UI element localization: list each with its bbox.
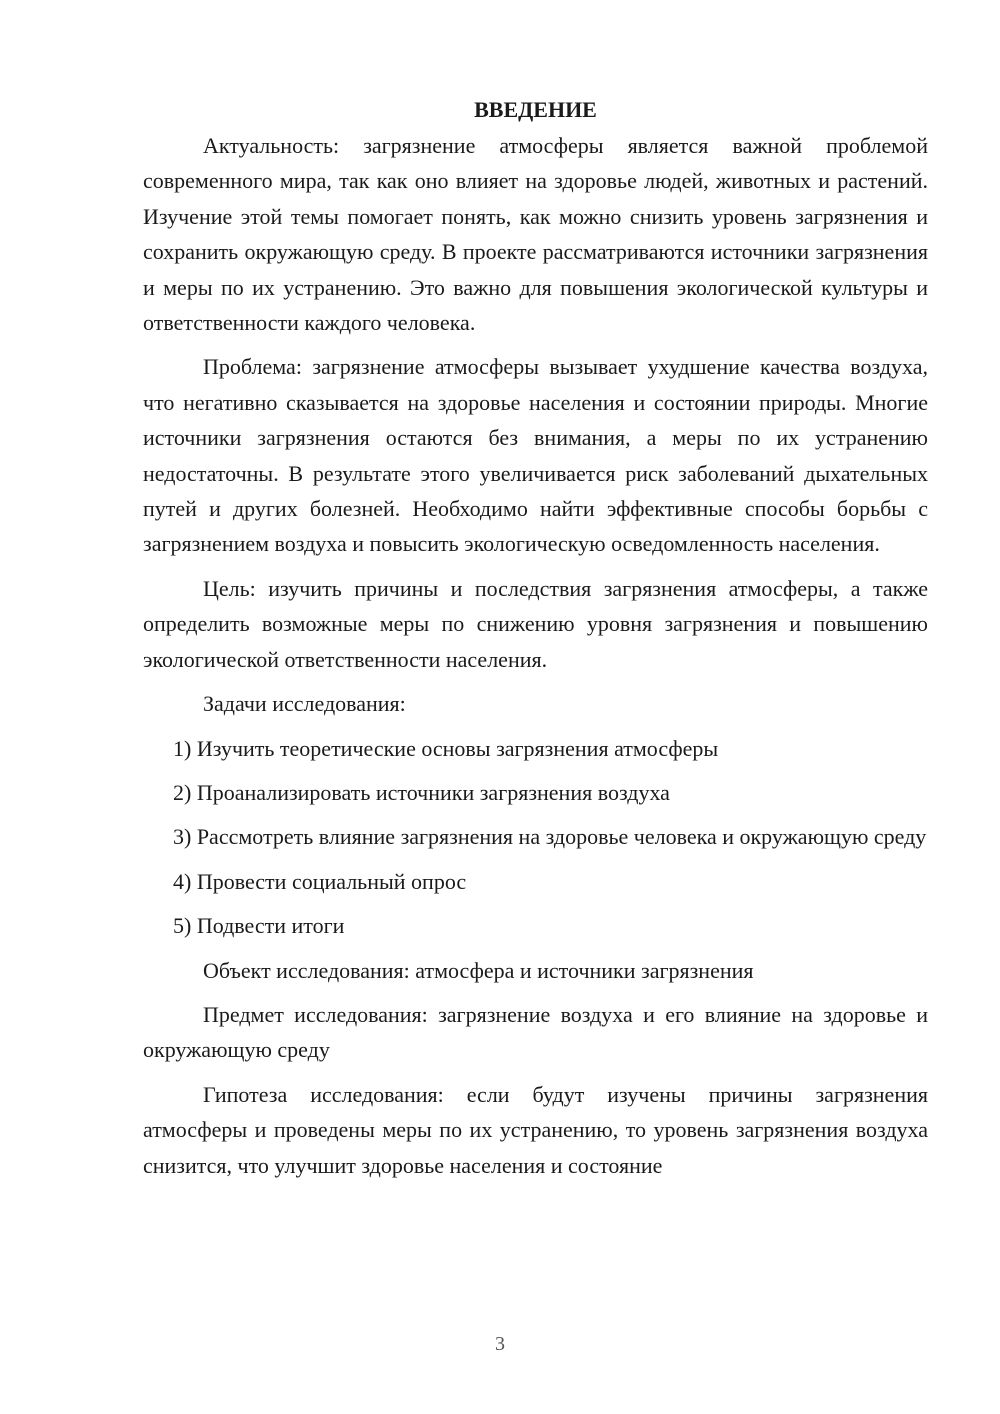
task-item-3: 3) Рассмотреть влияние загрязнения на здоровье человека и окружающую среду (173, 824, 927, 850)
problem-paragraph: Проблема: загрязнение атмосферы вызывает ухудшение качества воздуха, что негативно сказывается на здоровье населения и состоянии природы. Многие источники загрязнения остаются без внимания, а меры по их устранению недостаточны. В результате этого увеличивается риск заболеваний дыхательных путей и других болезней. Необходимо найти эффективные способы борьбы с загрязнением воздуха и повысить экологическую осведомленность населения. (143, 354, 928, 557)
object-paragraph: Объект исследования: атмосфера и источники загрязнения (203, 957, 754, 983)
hypothesis-paragraph: Гипотеза исследования: если будут изучены причины загрязнения атмосферы и проведены меры по их устранению, то уровень загрязнения воздуха снизится, что улучшит здоровье населения и состояние (143, 1081, 928, 1178)
document-page (143, 92, 928, 1192)
tasks-title: Задачи исследования: (203, 691, 406, 717)
task-item-4: 4) Провести социальный опрос (173, 868, 467, 894)
task-item-2: 2) Проанализировать источники загрязнения воздуха (173, 779, 670, 805)
relevance-paragraph: Актуальность: загрязнение атмосферы является важной проблемой современного мира, так как оно влияет на здоровье людей, животных и растений. Изучение этой темы помогает понять, как можно снизить уровень загрязнения и сохранить окружающую среду. В проекте рассматриваются источники загрязнения и меры по их устранению. Это важно для повышения экологической культуры и ответственности каждого человека. (143, 133, 928, 336)
goal-paragraph: Цель: изучить причины и последствия загрязнения атмосферы, а также определить возможные меры по снижению уровня загрязнения и повышению экологической ответственности населения. (143, 575, 928, 672)
section-heading: ВВЕДЕНИЕ (474, 97, 597, 122)
task-item-1: 1) Изучить теоретические основы загрязнения атмосферы (173, 735, 719, 761)
task-item-5: 5) Подвести итоги (173, 913, 345, 939)
page-number: 3 (495, 1333, 505, 1355)
subject-paragraph: Предмет исследования: загрязнение воздуха и его влияние на здоровье и окружающую среду (143, 1001, 928, 1063)
